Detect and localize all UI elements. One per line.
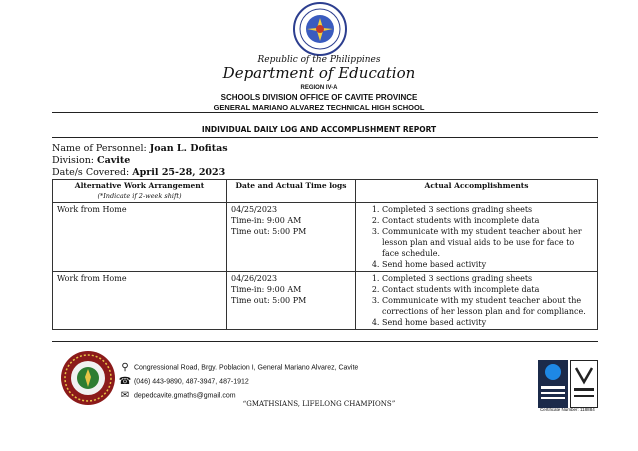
dates-covered-label: Date/s Covered: — [52, 167, 130, 178]
list-item: 1. Completed 3 sections grading sheets — [382, 204, 593, 215]
ukas-certification-logo — [570, 360, 598, 408]
accomplishments-cell — [356, 272, 598, 330]
division-office-label: SCHOOLS DIVISION OFFICE OF CAVITE PROVINCE — [220, 93, 418, 102]
school-motto: “GMATHSIANS, LIFELONG CHAMPIONS” — [242, 400, 396, 408]
division-label: Division: — [52, 155, 95, 166]
footer-divider — [52, 341, 598, 342]
list-item: 2. Contact students with incomplete data — [382, 215, 593, 226]
phone-text: (046) 443-9890, 487-3947, 487-1912 — [133, 378, 249, 386]
telephone-icon: ☎ — [118, 376, 132, 387]
dates-covered-value: April 25-28, 2023 — [132, 167, 226, 178]
title-divider — [52, 137, 598, 138]
school-name: GENERAL MARIANO ALVAREZ TECHNICAL HIGH SCHOOL — [213, 103, 425, 112]
header-arrangement-note: (*Indicate if 2-week shift) — [97, 192, 182, 200]
department-title: Department of Education — [222, 64, 416, 82]
time-out: Time out: 5:00 PM — [231, 227, 307, 236]
report-title: INDIVIDUAL DAILY LOG AND ACCOMPLISHMENT REPORT — [201, 125, 437, 134]
date-time-cell — [227, 203, 356, 272]
division-line — [52, 155, 130, 166]
time-in: Time-in: 9:00 AM — [231, 216, 302, 225]
accomplishment-table — [52, 179, 598, 330]
time-out: Time out: 5:00 PM — [231, 296, 307, 305]
accomplishment-list — [360, 273, 593, 328]
list-item: 2. Contact students with incomplete data — [382, 284, 593, 295]
table-row — [53, 203, 598, 272]
personnel-name-value: Joan L. Dofitas — [149, 143, 228, 154]
deped-seal-logo — [293, 2, 347, 56]
personnel-name-label: Name of Personnel: — [52, 143, 147, 154]
list-item: 3. Communicate with my student teacher about her lesson plan and visual aids to be use for face to face schedule. — [382, 226, 593, 259]
accomplishments-cell — [356, 203, 598, 272]
table-header-row — [53, 180, 598, 203]
header-date-time: Date and Actual Time logs — [227, 180, 356, 203]
certificate-number: Certificate Number: 118884 — [540, 407, 595, 412]
arrangement-cell: Work from Home — [53, 272, 227, 330]
address-text: Congressional Road, Brgy. Poblacion I, General Mariano Alvarez, Cavite — [133, 364, 359, 372]
personnel-name-line — [52, 143, 228, 154]
accomplishment-list — [360, 204, 593, 270]
envelope-icon: ✉ — [120, 390, 130, 401]
list-item: 1. Completed 3 sections grading sheets — [382, 273, 593, 284]
location-pin-icon: ⚲ — [121, 362, 129, 373]
dates-covered-line — [52, 167, 225, 178]
arrangement-cell: Work from Home — [53, 203, 227, 272]
email-text: depedcavite.gmaths@gmail.com — [133, 392, 236, 400]
log-date: 04/25/2023 — [231, 205, 278, 214]
header-accomplishments: Actual Accomplishments — [356, 180, 598, 203]
table-row — [53, 272, 598, 330]
list-item: 4. Send home based activity — [382, 259, 593, 270]
school-logo — [60, 350, 116, 406]
list-item: 4. Send home based activity — [382, 317, 593, 328]
log-date: 04/26/2023 — [231, 274, 278, 283]
republic-line: Republic of the Philippines — [257, 55, 381, 65]
address-line — [118, 362, 358, 373]
time-in: Time-in: 9:00 AM — [231, 285, 302, 294]
division-value: Cavite — [97, 155, 131, 166]
iso-certification-logo — [538, 360, 568, 408]
list-item: 3. Communicate with my student teacher about the corrections of her lesson plan and for compliance. — [382, 295, 593, 317]
header-divider — [52, 112, 598, 113]
header-arrangement: Alternative Work Arrangement (*Indicate if 2-week shift) — [53, 180, 227, 203]
phone-line — [118, 376, 249, 387]
date-time-cell — [227, 272, 356, 330]
region-label: REGION IV-A — [300, 85, 338, 91]
